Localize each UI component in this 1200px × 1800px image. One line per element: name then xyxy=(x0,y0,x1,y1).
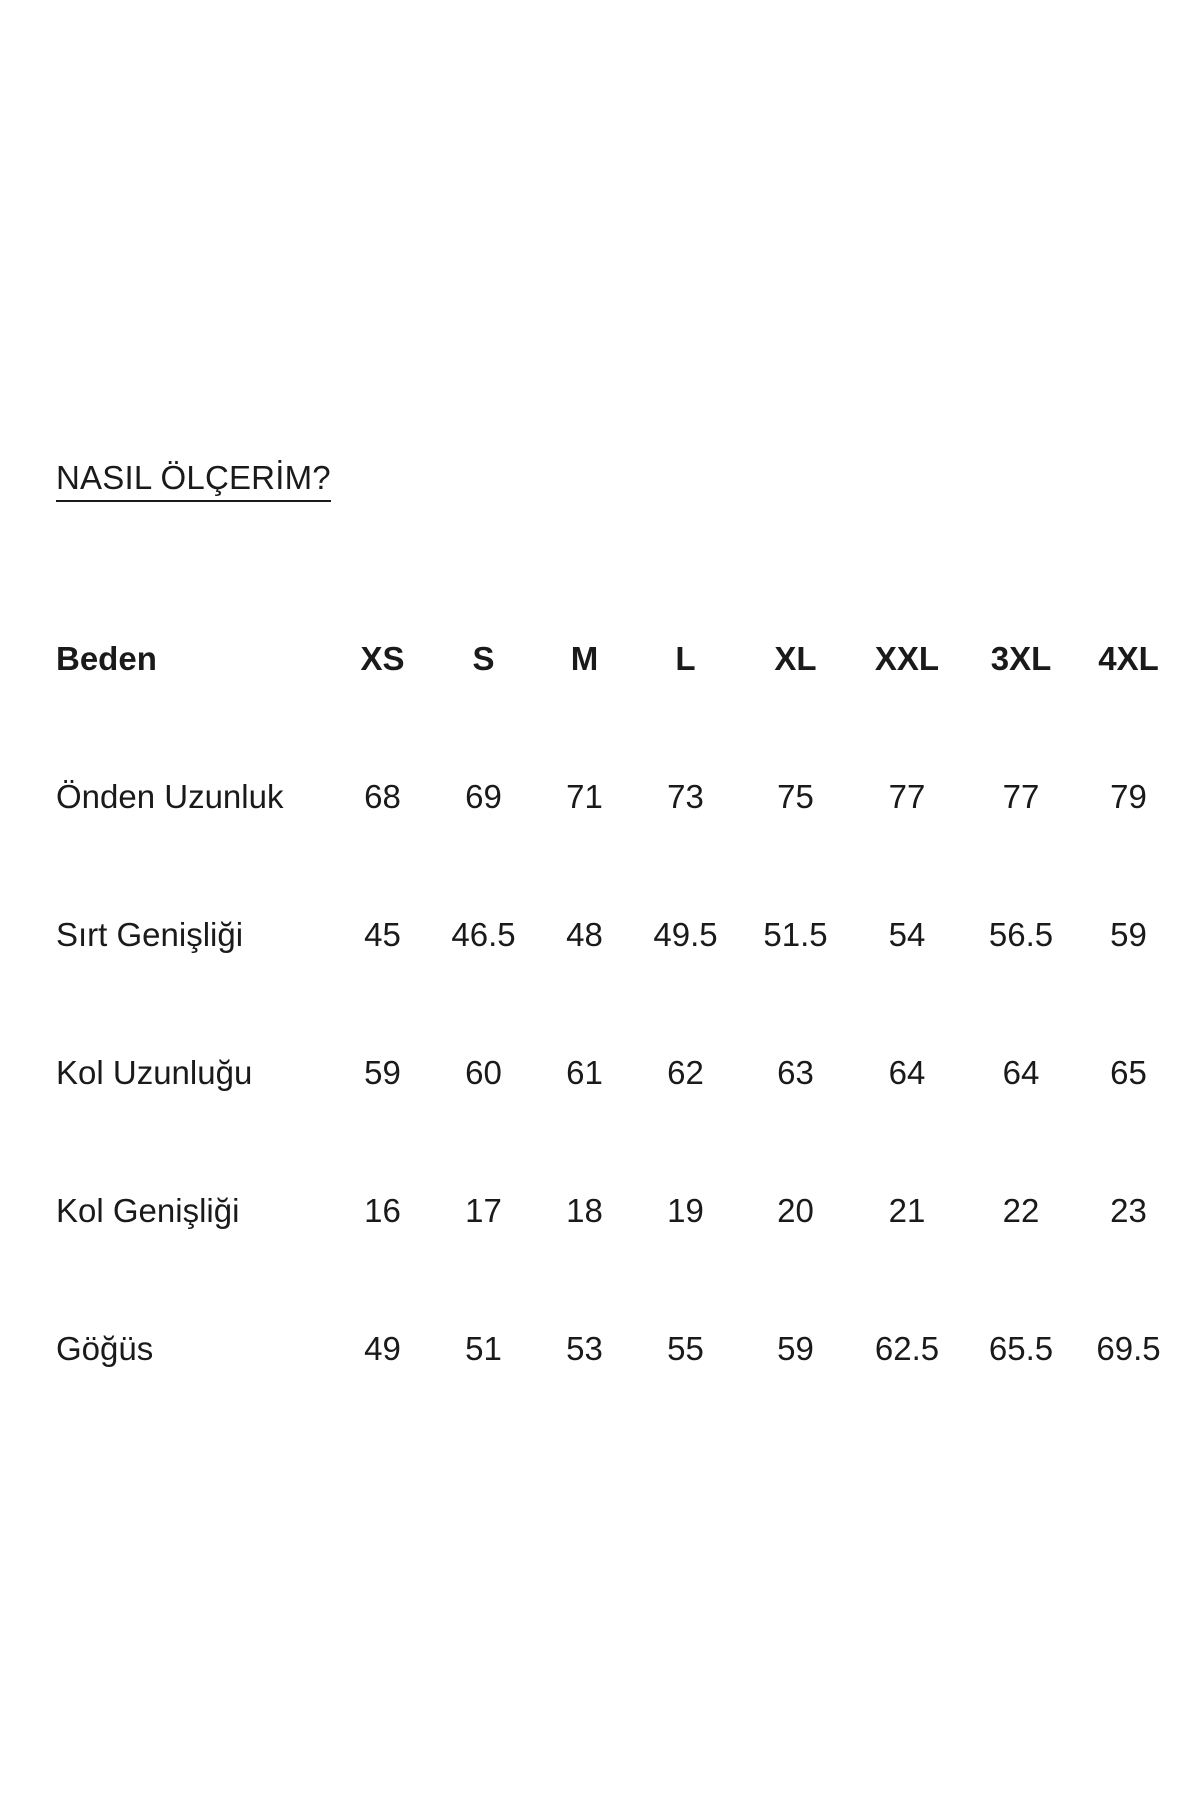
size-chart-table xyxy=(56,590,1176,1418)
table-cell: 22 xyxy=(1002,1192,1040,1229)
table-cell: 51.5 xyxy=(763,916,828,953)
table-cell: 61 xyxy=(566,1054,603,1091)
size-header-4xl: 4XL xyxy=(1098,640,1159,677)
row-label: Kol Uzunluğu xyxy=(56,1054,253,1091)
size-header-m: M xyxy=(570,640,599,677)
how-to-measure-link[interactable]: NASIL ÖLÇERİM? xyxy=(56,458,331,502)
table-row xyxy=(56,866,1176,1004)
table-cell: 18 xyxy=(566,1192,603,1229)
row-label: Kol Genişliği xyxy=(56,1192,240,1229)
table-cell: 20 xyxy=(777,1192,814,1229)
table-cell: 64 xyxy=(1002,1054,1040,1091)
table-cell: 65.5 xyxy=(988,1330,1054,1367)
table-cell: 59 xyxy=(1110,916,1147,953)
table-cell: 59 xyxy=(777,1330,814,1367)
table-cell: 19 xyxy=(667,1192,704,1229)
table-cell: 68 xyxy=(364,778,401,815)
corner-header-beden: Beden xyxy=(56,640,157,677)
table-cell: 55 xyxy=(667,1330,704,1367)
table-cell: 45 xyxy=(364,916,401,953)
size-table-container xyxy=(56,590,1161,1418)
table-cell: 69.5 xyxy=(1096,1330,1161,1367)
table-row xyxy=(56,1142,1176,1280)
size-header-l: L xyxy=(675,640,696,677)
size-header-3xl: 3XL xyxy=(990,640,1052,677)
table-cell: 16 xyxy=(364,1192,401,1229)
table-cell: 56.5 xyxy=(988,916,1054,953)
table-cell: 75 xyxy=(777,778,814,815)
table-row xyxy=(56,728,1176,866)
table-cell: 79 xyxy=(1110,778,1147,815)
size-header-xl: XL xyxy=(774,640,817,677)
size-header-s: S xyxy=(472,640,495,677)
table-cell: 63 xyxy=(777,1054,814,1091)
table-cell: 65 xyxy=(1110,1054,1147,1091)
table-cell: 77 xyxy=(1002,778,1040,815)
table-cell: 60 xyxy=(465,1054,502,1091)
table-cell: 71 xyxy=(566,778,603,815)
table-cell: 49 xyxy=(364,1330,401,1367)
table-cell: 54 xyxy=(888,916,926,953)
size-header-row xyxy=(56,590,1176,728)
table-row xyxy=(56,1004,1176,1142)
table-cell: 73 xyxy=(667,778,704,815)
table-cell: 77 xyxy=(888,778,926,815)
table-cell: 23 xyxy=(1110,1192,1147,1229)
table-cell: 64 xyxy=(888,1054,926,1091)
table-cell: 53 xyxy=(566,1330,603,1367)
row-label: Sırt Genişliği xyxy=(56,916,244,953)
table-cell: 62 xyxy=(667,1054,704,1091)
table-cell: 46.5 xyxy=(451,916,516,953)
size-header-xs: XS xyxy=(360,640,405,677)
table-cell: 51 xyxy=(465,1330,502,1367)
table-cell: 48 xyxy=(566,916,603,953)
table-cell: 69 xyxy=(465,778,502,815)
table-cell: 17 xyxy=(465,1192,502,1229)
table-cell: 49.5 xyxy=(653,916,718,953)
size-header-xxl: XXL xyxy=(874,640,940,677)
table-cell: 62.5 xyxy=(874,1330,940,1367)
row-label: Önden Uzunluk xyxy=(56,778,284,815)
table-cell: 21 xyxy=(888,1192,926,1229)
table-row xyxy=(56,1280,1176,1418)
table-cell: 59 xyxy=(364,1054,401,1091)
row-label: Göğüs xyxy=(56,1330,154,1367)
